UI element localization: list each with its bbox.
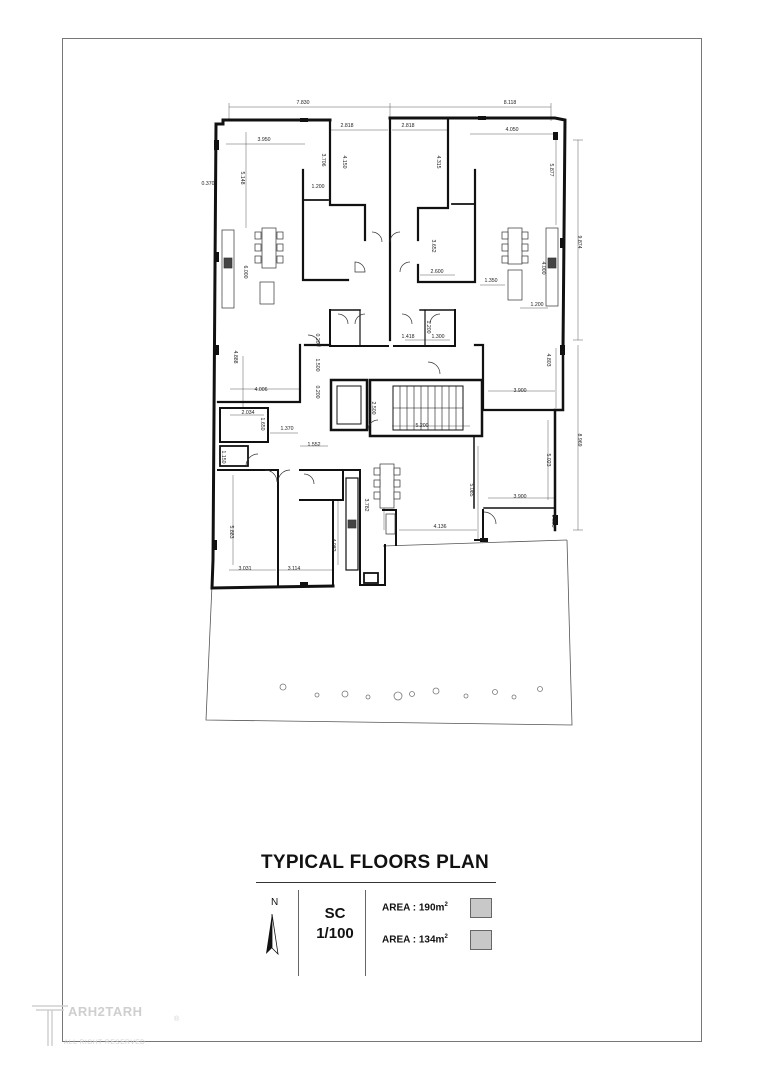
- dimension-label: 4.000: [540, 261, 546, 275]
- area-190-unit: 2: [444, 902, 448, 908]
- dimension-label: 4.006: [254, 387, 268, 393]
- area-190-text: AREA : 190m: [382, 902, 445, 914]
- dimension-label: 0.370: [201, 181, 215, 187]
- scale-line-1: SC: [324, 905, 346, 922]
- dimension-label: 1.500: [314, 358, 320, 372]
- dimension-label: 3.031: [238, 566, 252, 572]
- dimension-label: 2.818: [401, 123, 415, 129]
- area-190-label: [382, 902, 448, 913]
- registered-mark: ®: [174, 1016, 180, 1023]
- dimension-label: 8.118: [503, 100, 517, 106]
- dimension-label: 9.874: [576, 235, 582, 249]
- legend-divider-2: [365, 890, 366, 976]
- dimension-label: 1.200: [530, 302, 544, 308]
- dimension-label: 1.552: [307, 442, 321, 448]
- dimension-label: 3.782: [363, 498, 369, 512]
- dimension-label: 4.150: [341, 155, 347, 169]
- area-134-swatch: [470, 930, 492, 950]
- area-134-label: [382, 934, 448, 945]
- dimension-label: 3.950: [257, 137, 271, 143]
- dimension-label: 4.888: [232, 350, 238, 364]
- dimension-label: 5.023: [545, 453, 551, 467]
- area-134-unit: 2: [444, 934, 448, 940]
- door-swings: [246, 232, 496, 524]
- dimension-label: 5.877: [548, 163, 554, 177]
- dimension-label: 4.050: [505, 127, 519, 133]
- dimension-label: 4.315: [435, 155, 441, 169]
- dimension-label: 8.969: [576, 433, 582, 447]
- dimension-label: 5.085: [468, 483, 474, 497]
- dimension-label: 5.200: [415, 423, 429, 429]
- dimension-label: 2.600: [430, 269, 444, 275]
- dimension-label: 3.900: [513, 494, 527, 500]
- legend-divider-1: [298, 890, 299, 976]
- scale-label: [306, 904, 364, 944]
- dimension-label: 1.370: [280, 426, 294, 432]
- area-190-swatch: [470, 898, 492, 918]
- dimension-label: 1.350: [484, 278, 498, 284]
- dimension-label: 5.883: [228, 525, 234, 539]
- dimension-label: 6.000: [242, 265, 248, 279]
- dimension-label: 4.803: [545, 353, 551, 367]
- dimension-label: 1.418: [401, 334, 415, 340]
- dimension-label: 0.200: [314, 385, 320, 399]
- dimension-label: 7.830: [296, 100, 310, 106]
- dimension-label: 1.200: [425, 320, 431, 334]
- dimension-label: 3.706: [320, 153, 326, 167]
- dimension-label: 1.300: [431, 334, 445, 340]
- dimension-label: 3.652: [430, 239, 436, 253]
- plan-title: TYPICAL FLOORS PLAN: [260, 852, 490, 873]
- dimension-label: 3.114: [287, 566, 301, 572]
- site-outline: [206, 540, 572, 725]
- dimension-label: 1.650: [259, 417, 265, 431]
- watermark-subtext: ALL RIGHT RESERVED: [64, 1039, 146, 1046]
- area-134-text: AREA : 134m: [382, 934, 445, 946]
- dimension-label: 2.818: [340, 123, 354, 129]
- title-underline: [256, 882, 496, 883]
- dimension-label: 2.034: [241, 410, 255, 416]
- dimension-label: 4.082: [330, 538, 336, 552]
- garden-trees: [280, 684, 543, 700]
- dimension-label: 0.200: [314, 333, 320, 347]
- watermark-text: ARH2TARH: [68, 1004, 143, 1019]
- north-label: N: [271, 897, 279, 908]
- dimension-label: 2.500: [370, 401, 376, 415]
- dimension-label: 4.136: [433, 524, 447, 530]
- dimension-label: 1.150: [220, 450, 226, 464]
- dimension-label: 0.350: [550, 514, 556, 528]
- north-arrow-icon: [264, 912, 280, 956]
- dimension-label: 5.148: [239, 171, 245, 185]
- dimension-label: 3.900: [513, 388, 527, 394]
- scale-line-2: 1/100: [316, 925, 354, 942]
- dimension-label: 1.200: [311, 184, 325, 190]
